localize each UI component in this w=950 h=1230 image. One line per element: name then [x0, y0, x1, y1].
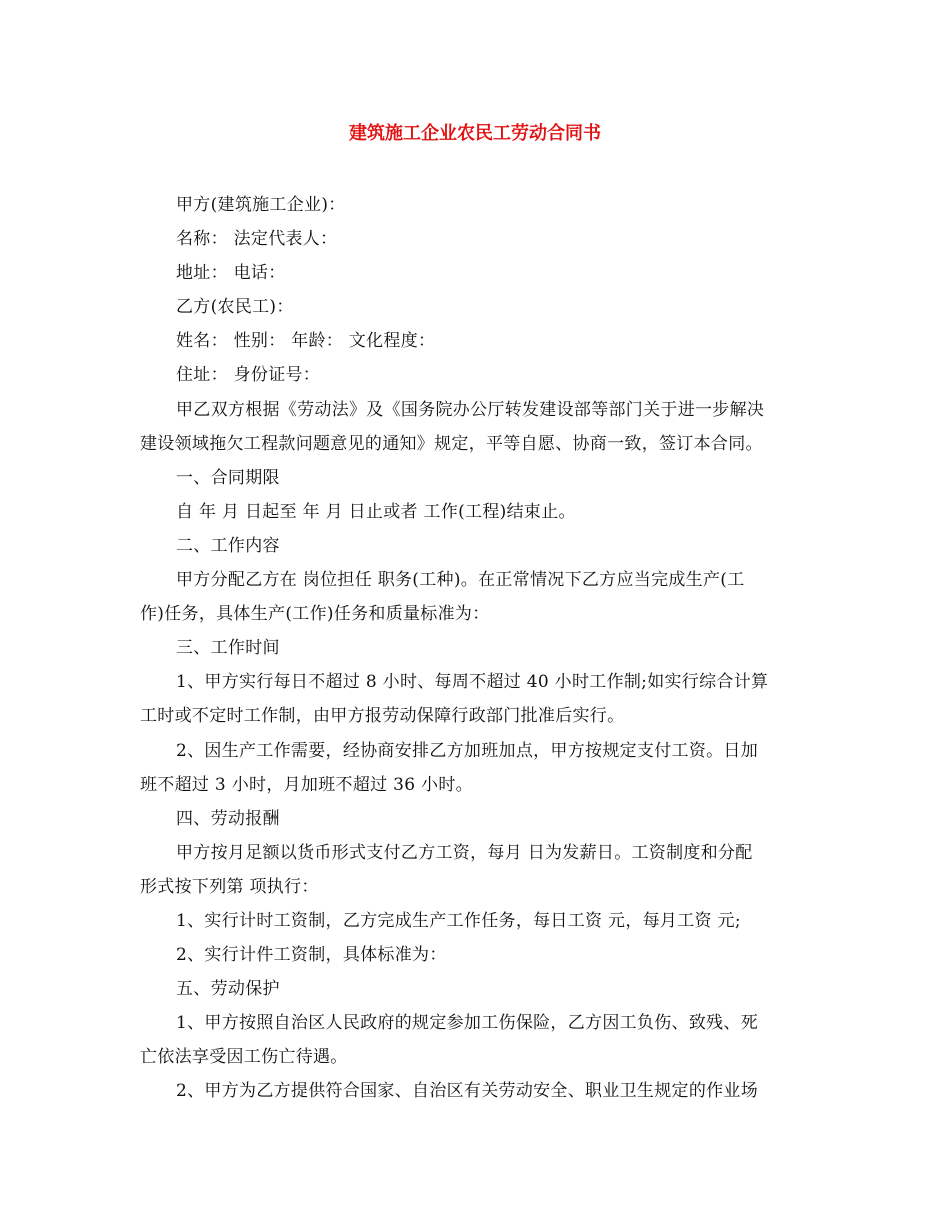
term-line: 自 年 月 日起至 年 月 日止或者 工作(工程)结束止。 [176, 501, 576, 522]
hours-item-1-line-1: 1、甲方实行每日不超过 8 小时、每周不超过 40 小时工作制;如实行综合计算 [176, 672, 769, 693]
section-heading-work: 二、工作内容 [176, 535, 280, 556]
hours-item-1-line-2: 工时或不定时工作制，由甲方报劳动保障行政部门批准后实行。 [140, 706, 625, 727]
party-a-name-line: 名称： 法定代表人： [176, 229, 338, 250]
work-line-1: 甲方分配乙方在 岗位担任 职务(工种)。在正常情况下乙方应当完成生产(工 [176, 570, 745, 591]
pay-item-1: 1、实行计时工资制，乙方完成生产工作任务，每日工资 元，每月工资 元; [176, 910, 741, 931]
document-body [140, 188, 812, 1109]
document-title: 建筑施工企业农民工劳动合同书 [349, 123, 601, 144]
pay-line-1: 甲方按月足额以货币形式支付乙方工资，每月 日为发薪日。工资制度和分配 [176, 842, 753, 863]
pay-line-2: 形式按下列第 项执行： [140, 876, 319, 897]
preamble-line-1: 甲乙双方根据《劳动法》及《国务院办公厅转发建设部等部门关于进一步解决 [176, 399, 765, 420]
party-b-address-line: 住址： 身份证号： [176, 365, 321, 386]
preamble-line-2: 建设领域拖欠工程款问题意见的通知》规定，平等自愿、协商一致，签订本合同。 [140, 433, 763, 454]
protection-item-1-line-1: 1、甲方按照自治区人民政府的规定参加工伤保险，乙方因工负伤、致残、死 [176, 1013, 759, 1034]
party-b-heading: 乙方(农民工)： [176, 297, 294, 318]
section-heading-hours: 三、工作时间 [176, 638, 280, 659]
section-heading-pay: 四、劳动报酬 [176, 808, 280, 829]
hours-item-2-line-1: 2、因生产工作需要，经协商安排乙方加班加点，甲方按规定支付工资。日加 [176, 740, 759, 761]
work-line-2: 作)任务，具体生产(工作)任务和质量标准为： [140, 604, 490, 625]
section-heading-protection: 五、劳动保护 [176, 979, 280, 1000]
pay-item-2: 2、实行计件工资制，具体标准为： [176, 945, 447, 966]
hours-item-2-line-2: 班不超过 3 小时，月加班不超过 36 小时。 [140, 774, 473, 795]
party-b-info-line: 姓名： 性别： 年龄： 文化程度： [176, 331, 436, 352]
party-a-heading: 甲方(建筑施工企业)： [176, 195, 346, 215]
protection-item-2-line-1: 2、甲方为乙方提供符合国家、自治区有关劳动安全、职业卫生规定的作业场 [176, 1081, 759, 1102]
party-a-address-line: 地址： 电话： [176, 263, 286, 284]
protection-item-1-line-2: 亡依法享受因工伤亡待遇。 [140, 1047, 348, 1068]
section-heading-term: 一、合同期限 [176, 467, 280, 488]
